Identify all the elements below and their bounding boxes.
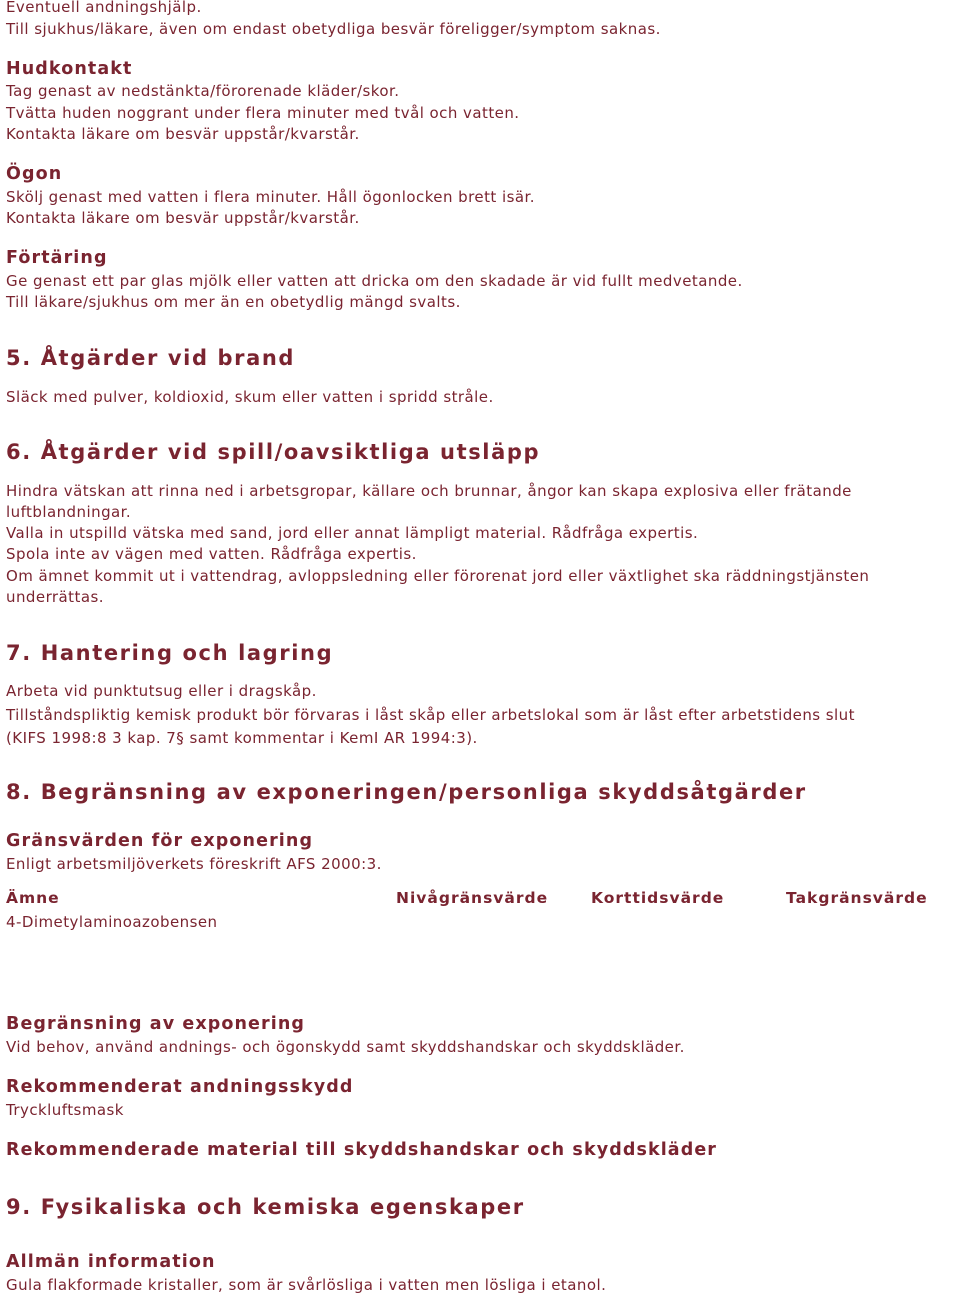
gransvarden-line-1: Enligt arbetsmiljöverkets föreskrift AFS 2000:3.	[6, 855, 382, 873]
section-7-line-2: Tillståndspliktig kemisk produkt bör förvaras i låst skåp eller arbetslokal som är låst efter arbetstidens slut	[6, 706, 855, 724]
table-row: 4-Dimetylaminoazobensen	[6, 913, 218, 931]
allman-information-line-1: Gula flakformade kristaller, som är svårlösliga i vatten men lösliga i etanol.	[6, 1276, 607, 1294]
section-6-line-3: Valla in utspilld vätska med sand, jord eller annat lämpligt material. Rådfråga expertis.	[6, 524, 699, 542]
section-5-title: 5. Åtgärder vid brand	[6, 346, 296, 370]
allman-information-heading: Allmän information	[6, 1252, 216, 1272]
ogon-heading: Ögon	[6, 164, 63, 184]
fortaring-line-2: Till läkare/sjukhus om mer än en obetydlig mängd svalts.	[6, 293, 461, 311]
table-header-nivagransvarde: Nivågränsvärde	[396, 889, 549, 907]
material-heading: Rekommenderade material till skyddshandskar och skyddskläder	[6, 1140, 718, 1160]
andningsskydd-line-1: Tryckluftsmask	[6, 1101, 124, 1119]
section-7-title: 7. Hantering och lagring	[6, 641, 334, 665]
table-header-takgransvarde: Takgränsvärde	[786, 889, 928, 907]
ogon-line-1: Skölj genast med vatten i flera minuter. Håll ögonlocken brett isär.	[6, 188, 535, 206]
fortaring-line-1: Ge genast ett par glas mjölk eller vatten att dricka om den skadade är vid fullt medvetande.	[6, 272, 743, 290]
begransning-heading: Begränsning av exponering	[6, 1014, 306, 1034]
section-6-title: 6. Åtgärder vid spill/oavsiktliga utsläpp	[6, 440, 541, 464]
hudkontakt-line-3: Kontakta läkare om besvär uppstår/kvarstår.	[6, 125, 360, 143]
ogon-line-2: Kontakta läkare om besvär uppstår/kvarstår.	[6, 209, 360, 227]
table-header-amne: Ämne	[6, 889, 60, 907]
intro-line-1: Eventuell andningshjälp.	[6, 0, 202, 16]
gransvarden-heading: Gränsvärden för exponering	[6, 831, 314, 851]
hudkontakt-heading: Hudkontakt	[6, 59, 133, 79]
begransning-line-1: Vid behov, använd andnings- och ögonskydd samt skyddshandskar och skyddskläder.	[6, 1038, 685, 1056]
section-6-line-6: underrättas.	[6, 588, 104, 606]
section-9-title: 9. Fysikaliska och kemiska egenskaper	[6, 1195, 525, 1219]
section-6-line-4: Spola inte av vägen med vatten. Rådfråga expertis.	[6, 545, 417, 563]
fortaring-heading: Förtäring	[6, 248, 108, 268]
section-6-line-1: Hindra vätskan att rinna ned i arbetsgropar, källare och brunnar, ångor kan skapa explosiva eller frätande	[6, 482, 852, 500]
hudkontakt-line-1: Tag genast av nedstänkta/förorenade kläder/skor.	[6, 82, 400, 100]
table-header-korttidsvarde: Korttidsvärde	[591, 889, 725, 907]
section-6-line-5: Om ämnet kommit ut i vattendrag, avloppsledning eller förorenat jord eller växtlighet ska räddningstjänsten	[6, 567, 870, 585]
section-8-title: 8. Begränsning av exponeringen/personliga skyddsåtgärder	[6, 780, 807, 804]
section-7-line-3: (KIFS 1998:8 3 kap. 7§ samt kommentar i KemI AR 1994:3).	[6, 729, 478, 747]
intro-line-2: Till sjukhus/läkare, även om endast obetydliga besvär föreligger/symptom saknas.	[6, 20, 661, 38]
section-5-line-1: Släck med pulver, koldioxid, skum eller vatten i spridd stråle.	[6, 388, 494, 406]
section-6-line-2: luftblandningar.	[6, 503, 132, 521]
hudkontakt-line-2: Tvätta huden noggrant under flera minuter med tvål och vatten.	[6, 104, 520, 122]
section-7-line-1: Arbeta vid punktutsug eller i dragskåp.	[6, 682, 317, 700]
andningsskydd-heading: Rekommenderat andningsskydd	[6, 1077, 354, 1097]
